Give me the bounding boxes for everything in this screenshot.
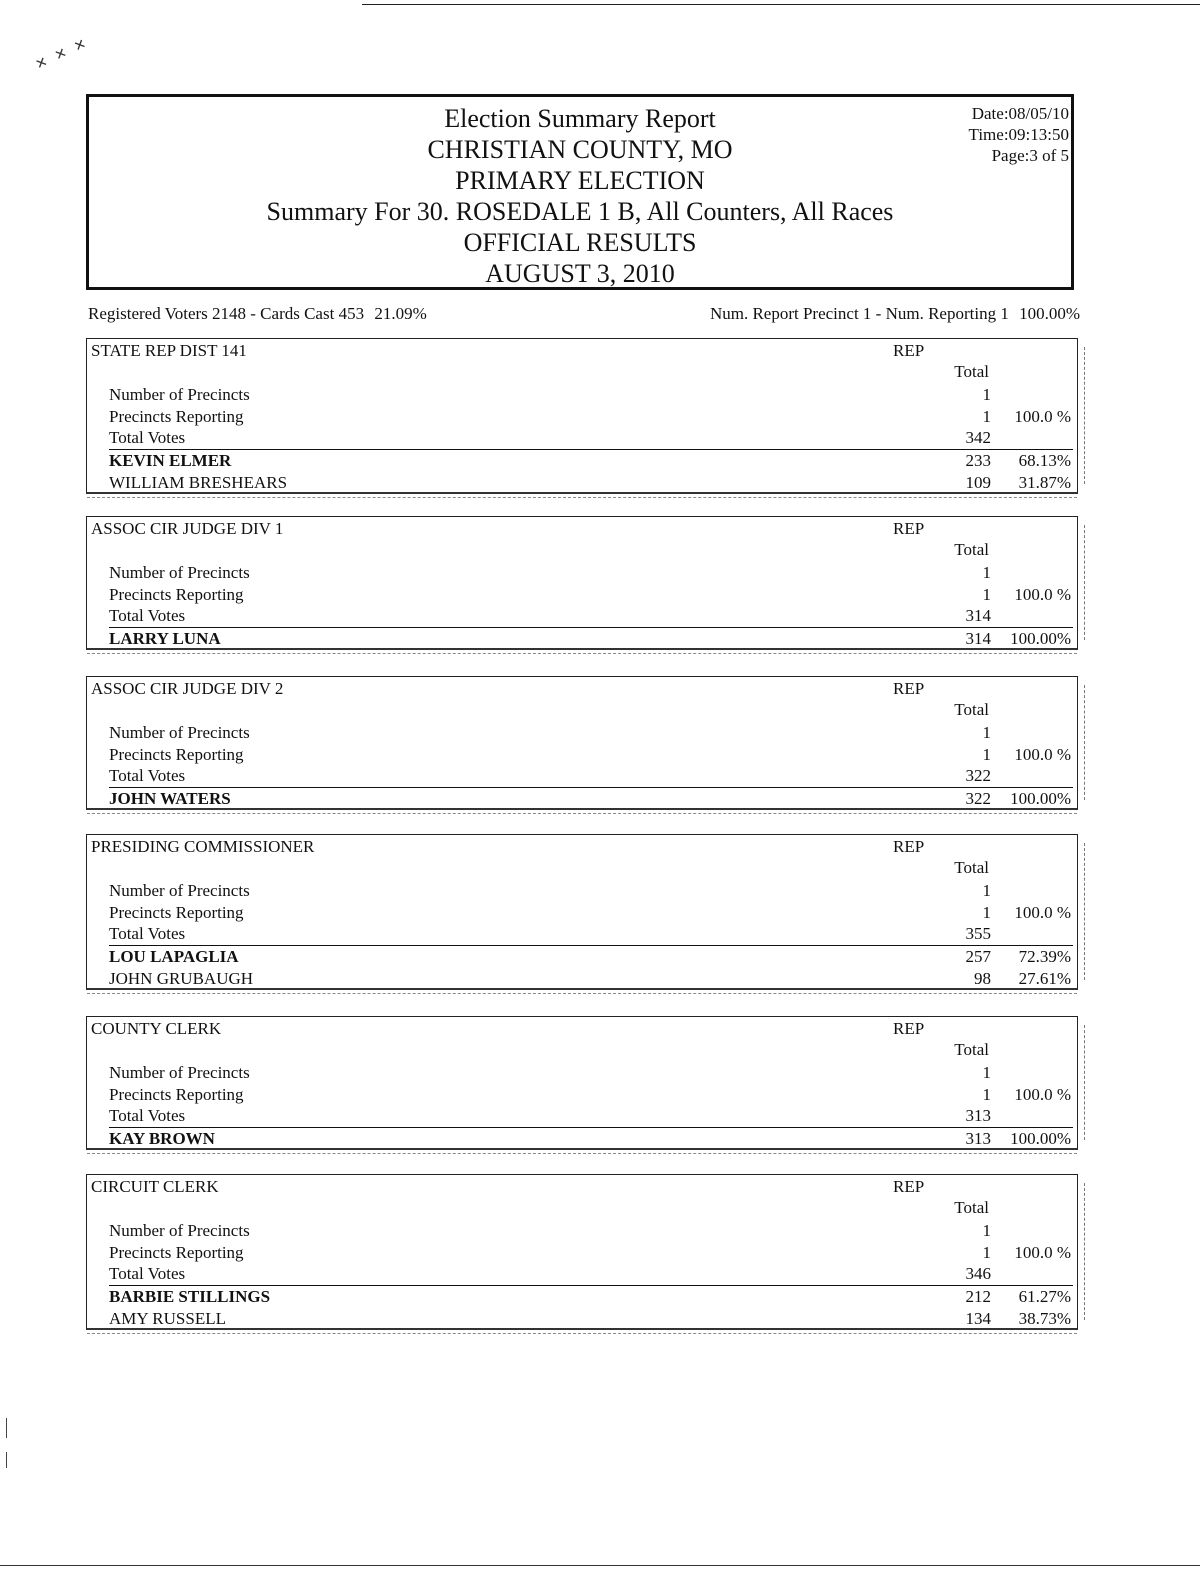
row-value: 342 [965,428,991,447]
total-column-header: Total [954,540,989,559]
scan-edge-mark [1078,347,1085,484]
row-label: Number of Precincts [109,1063,250,1082]
scan-edge-mark [1078,1025,1085,1140]
candidate-row [109,1129,1075,1150]
candidate-row [109,789,1075,810]
row-value: 346 [965,1264,991,1283]
report-title-block [89,103,1071,289]
race-title: COUNTY CLERK [91,1019,222,1038]
number-of-precincts-row [109,385,1075,406]
row-value: 1 [982,723,991,742]
page-number: Page:3 of 5 [991,146,1069,165]
turnout-stats [88,304,1080,326]
row-percent: 100.0 % [1014,902,1071,922]
candidate-percent: 61.27% [1018,1286,1071,1306]
row-label: Total Votes [109,1106,186,1125]
row-value: 314 [965,606,991,625]
candidate-votes: 233 [965,450,991,470]
candidate-row [109,473,1075,494]
candidate-name: KEVIN ELMER [109,450,232,470]
row-label: Number of Precincts [109,563,250,582]
row-value: 313 [965,1106,991,1125]
row-value: 1 [982,406,991,426]
row-label: Precincts Reporting [109,1084,244,1104]
turnout-percent: 21.09% [374,304,427,323]
candidate-divider [109,627,1073,628]
results-status: OFFICIAL RESULTS [463,228,697,257]
precincts-reporting-row [109,903,1075,924]
registered-voters: Registered Voters 2148 - Cards Cast 453 [88,304,365,323]
total-column-header: Total [954,1198,989,1217]
row-label: Total Votes [109,428,186,447]
candidate-votes: 257 [965,946,991,966]
scan-shadow-line [87,653,1077,654]
row-label: Precincts Reporting [109,1242,244,1262]
race-box [86,1016,1078,1150]
precincts-reporting-row [109,407,1075,428]
candidate-votes: 313 [965,1128,991,1148]
total-column-header: Total [954,858,989,877]
county-name: CHRISTIAN COUNTY, MO [427,135,733,164]
total-column-header: Total [954,362,989,381]
row-label: Precincts Reporting [109,406,244,426]
scan-mark [6,1418,7,1438]
candidate-votes: 134 [965,1308,991,1328]
candidate-row [109,451,1075,472]
row-label: Precincts Reporting [109,744,244,764]
total-votes-row [109,1264,1075,1285]
number-of-precincts-row [109,881,1075,902]
race-title: CIRCUIT CLERK [91,1177,219,1196]
candidate-percent: 31.87% [1018,472,1071,492]
row-label: Number of Precincts [109,1221,250,1240]
election-date: AUGUST 3, 2010 [485,259,675,288]
number-of-precincts-row [109,1221,1075,1242]
race-box [86,834,1078,990]
candidate-votes: 98 [974,968,991,988]
race-box [86,676,1078,810]
candidate-name: JOHN WATERS [109,788,231,808]
race-title: STATE REP DIST 141 [91,341,247,360]
candidate-percent: 100.00% [1010,628,1071,648]
total-votes-row [109,766,1075,787]
scan-shadow-line [87,1153,1077,1154]
party-label: REP [893,1177,925,1196]
scan-edge-mark [1078,685,1085,800]
row-percent: 100.0 % [1014,406,1071,426]
scan-shadow-line [87,497,1077,498]
total-column-header: Total [954,700,989,719]
candidate-row [109,947,1075,968]
scan-shadow-line [87,993,1077,994]
row-label: Total Votes [109,924,186,943]
candidate-divider [109,449,1073,450]
precincts-reporting-row [109,585,1075,606]
scan-edge-mark [1078,843,1085,980]
candidate-name: AMY RUSSELL [109,1308,226,1328]
row-percent: 100.0 % [1014,1084,1071,1104]
report-title: Election Summary Report [444,104,716,133]
report-time: Time:09:13:50 [968,125,1069,144]
row-value: 1 [982,1221,991,1240]
row-value: 1 [982,1084,991,1104]
precincts-reporting-row [109,745,1075,766]
scan-shadow-line [87,813,1077,814]
candidate-row [109,1309,1075,1330]
candidate-votes: 109 [965,472,991,492]
candidate-votes: 322 [965,788,991,808]
row-label: Total Votes [109,1264,186,1283]
row-label: Precincts Reporting [109,902,244,922]
party-label: REP [893,1019,925,1038]
row-label: Total Votes [109,766,186,785]
report-date: Date:08/05/10 [971,104,1069,123]
scan-edge-line [0,1565,1200,1566]
report-header [86,94,1074,290]
row-value: 355 [965,924,991,943]
scan-shadow-line [87,1333,1077,1334]
candidate-votes: 212 [965,1286,991,1306]
row-label: Number of Precincts [109,385,250,404]
party-label: REP [893,837,925,856]
candidate-divider [109,1285,1073,1286]
party-label: REP [893,519,925,538]
race-box [86,1174,1078,1330]
row-label: Precincts Reporting [109,584,244,604]
candidate-name: LOU LAPAGLIA [109,946,239,966]
candidate-row [109,969,1075,990]
summary-scope: Summary For 30. ROSEDALE 1 B, All Counters, All Races [266,197,894,226]
number-of-precincts-row [109,563,1075,584]
total-votes-row [109,606,1075,627]
row-label: Total Votes [109,606,186,625]
row-value: 1 [982,584,991,604]
total-votes-row [109,1106,1075,1127]
row-label: Number of Precincts [109,723,250,742]
race-box [86,516,1078,650]
candidate-percent: 100.00% [1010,1128,1071,1148]
total-votes-row [109,924,1075,945]
total-votes-row [109,428,1075,449]
number-of-precincts-row [109,1063,1075,1084]
number-of-precincts-row [109,723,1075,744]
candidate-percent: 100.00% [1010,788,1071,808]
candidate-row [109,1287,1075,1308]
candidate-percent: 27.61% [1018,968,1071,988]
party-label: REP [893,679,925,698]
row-value: 1 [982,563,991,582]
row-percent: 100.0 % [1014,584,1071,604]
candidate-name: LARRY LUNA [109,628,221,648]
candidate-row [109,629,1075,650]
scan-mark [6,1452,7,1468]
pen-marks: ✕ ✕ ✕ [33,35,92,74]
row-value: 1 [982,744,991,764]
election-type: PRIMARY ELECTION [455,166,705,195]
row-value: 322 [965,766,991,785]
candidate-name: JOHN GRUBAUGH [109,968,254,988]
candidate-percent: 68.13% [1018,450,1071,470]
precinct-reporting-percent: 100.00% [1019,304,1080,323]
candidate-name: BARBIE STILLINGS [109,1286,271,1306]
row-value: 1 [982,385,991,404]
candidate-percent: 72.39% [1018,946,1071,966]
candidate-name: WILLIAM BRESHEARS [109,472,288,492]
precincts-reporting-row [109,1243,1075,1264]
scan-edge-mark [1078,1183,1085,1320]
candidate-divider [109,1127,1073,1128]
race-title: ASSOC CIR JUDGE DIV 2 [91,679,284,698]
scan-edge-line [362,4,1200,5]
precinct-reporting: Num. Report Precinct 1 - Num. Reporting 1 [709,304,1009,323]
row-percent: 100.0 % [1014,1242,1071,1262]
race-title: ASSOC CIR JUDGE DIV 1 [91,519,284,538]
row-value: 1 [982,881,991,900]
candidate-votes: 314 [965,628,991,648]
candidate-percent: 38.73% [1018,1308,1071,1328]
row-value: 1 [982,902,991,922]
race-title: PRESIDING COMMISSIONER [91,837,315,856]
row-percent: 100.0 % [1014,744,1071,764]
scan-edge-mark [1078,525,1085,640]
row-label: Number of Precincts [109,881,250,900]
precincts-reporting-row [109,1085,1075,1106]
row-value: 1 [982,1242,991,1262]
row-value: 1 [982,1063,991,1082]
total-column-header: Total [954,1040,989,1059]
party-label: REP [893,341,925,360]
race-box [86,338,1078,494]
candidate-name: KAY BROWN [109,1128,215,1148]
candidate-divider [109,787,1073,788]
report-meta [969,103,1069,166]
candidate-divider [109,945,1073,946]
